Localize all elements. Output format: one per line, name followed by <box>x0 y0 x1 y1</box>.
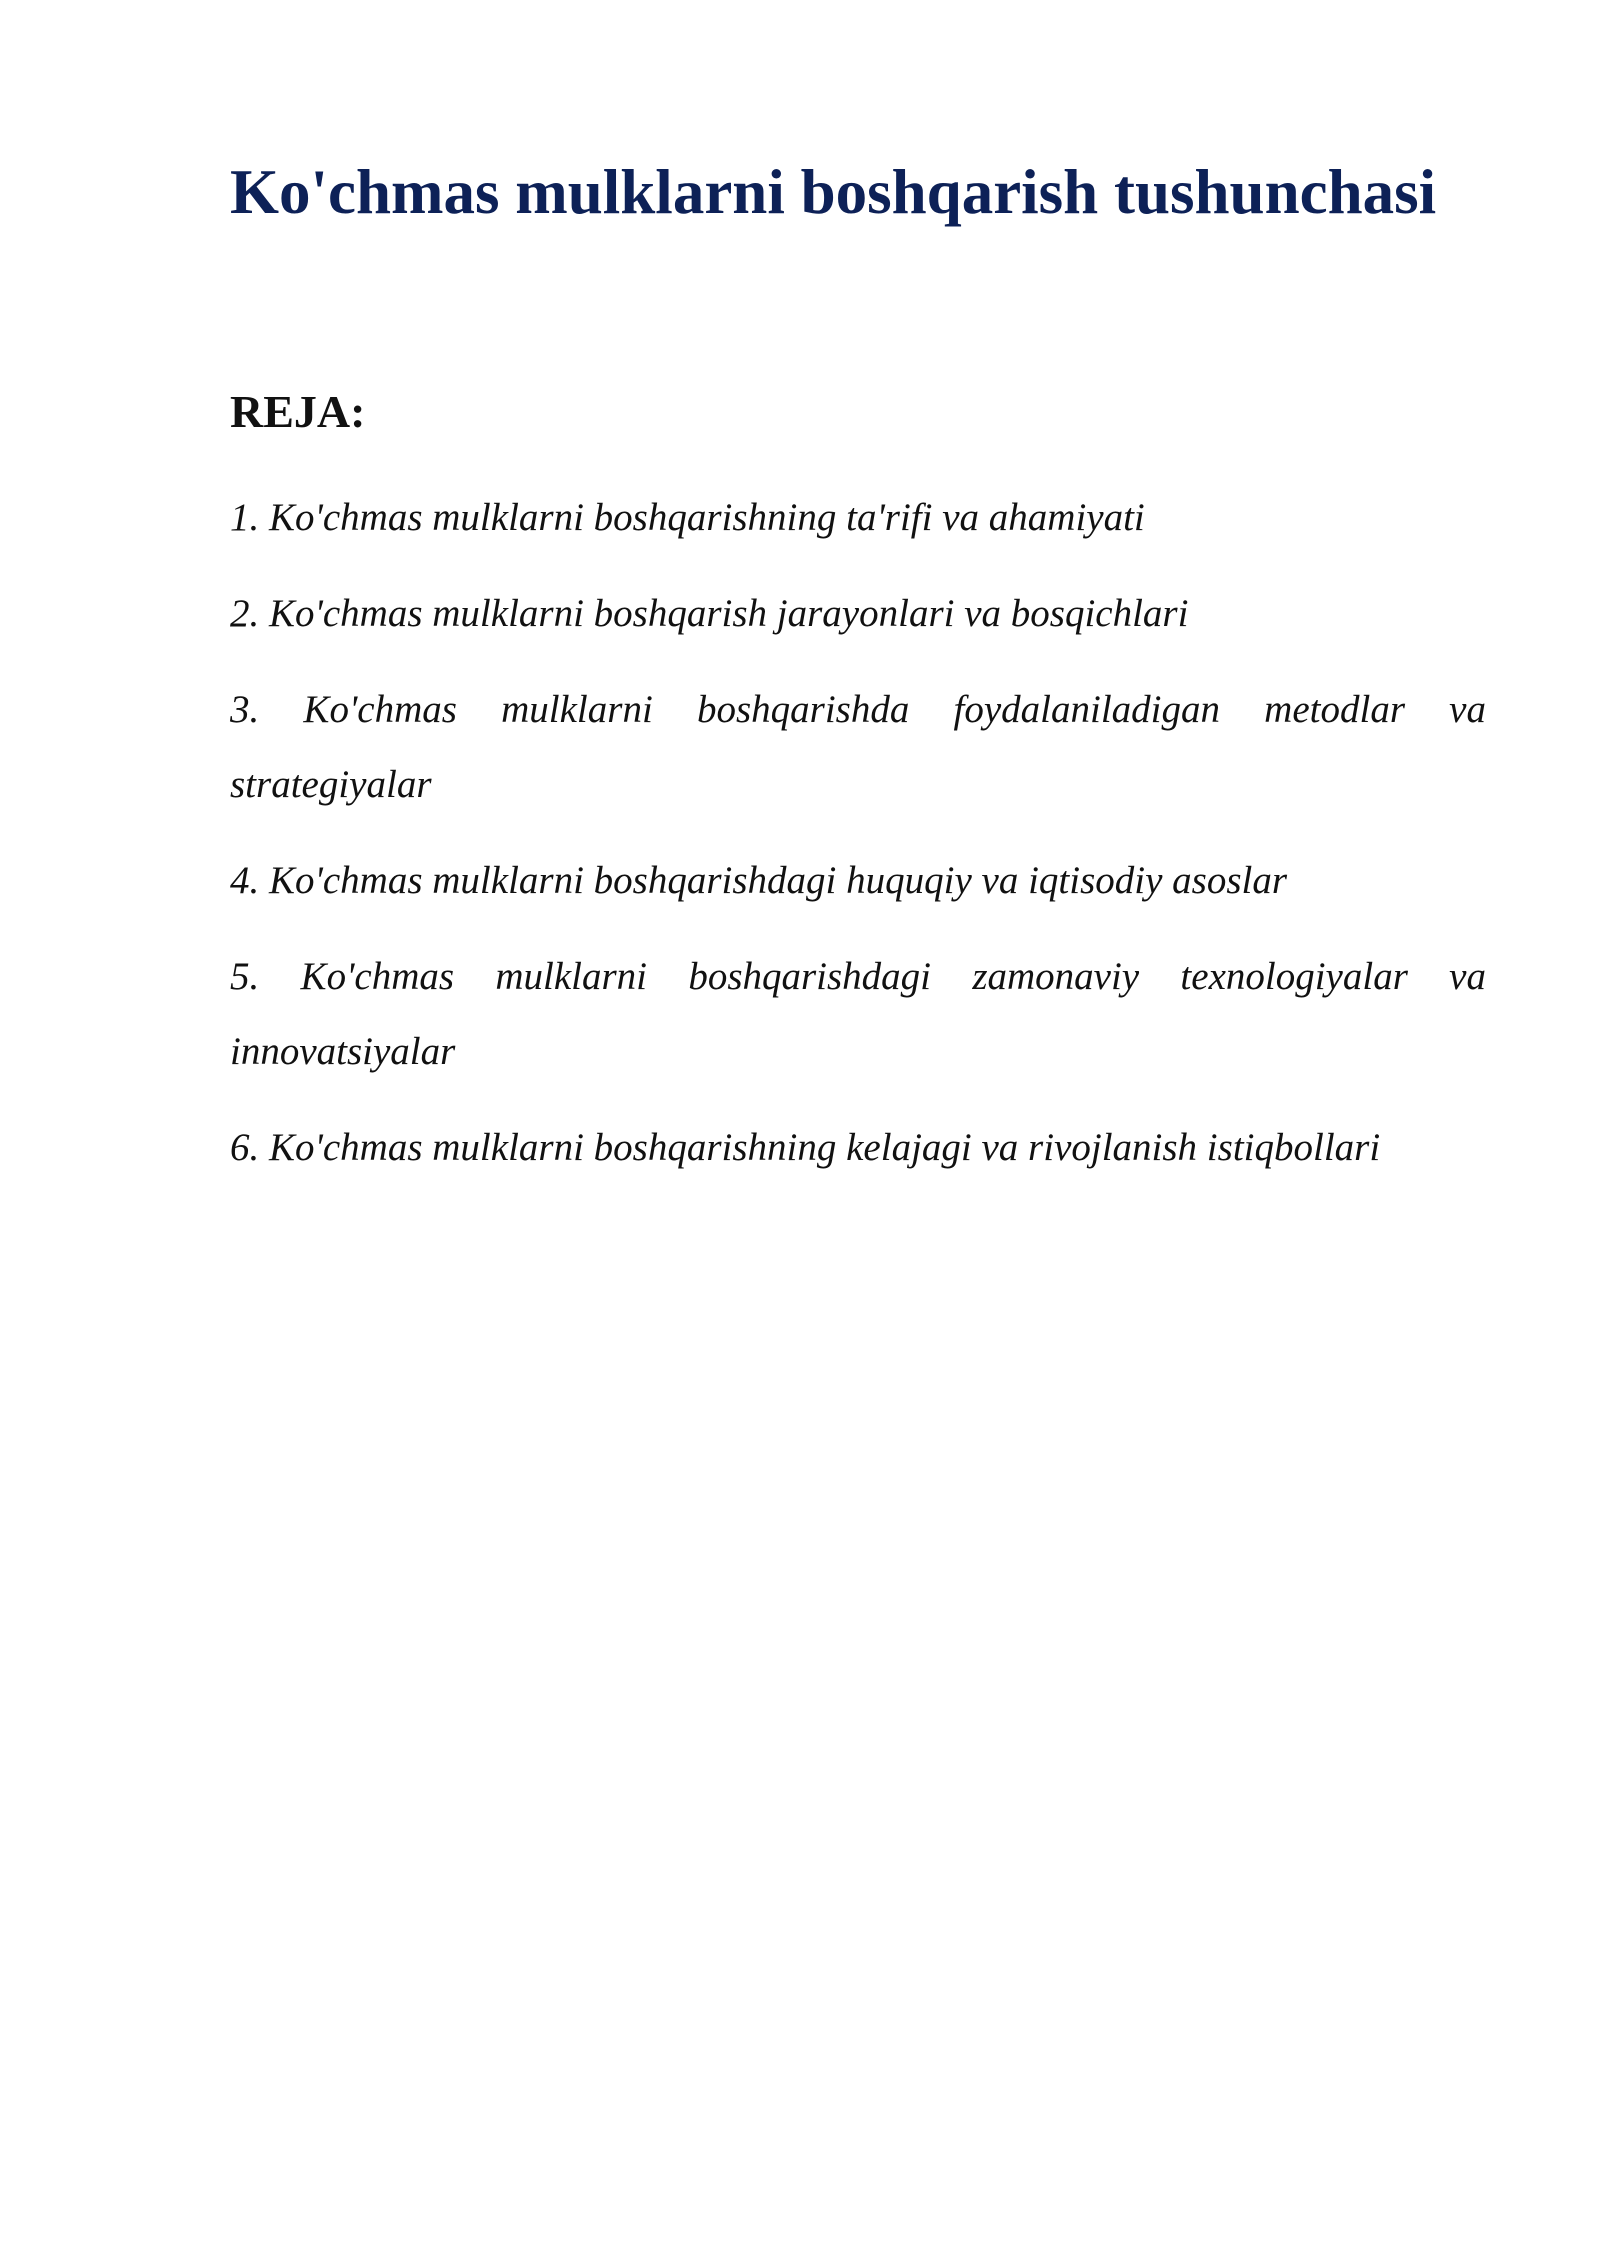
plan-item-5: 5. Ko'chmas mulklarni boshqarishdagi zamonaviy texnologiyalar va innovatsiyalar <box>230 955 1486 1073</box>
plan-item-1: 1. Ko'chmas mulklarni boshqarishning ta'rifi va ahamiyati <box>230 496 1145 539</box>
plan-item-4: 4. Ko'chmas mulklarni boshqarishdagi huquqiy va iqtisodiy asoslar <box>230 859 1288 902</box>
document-content <box>230 150 1486 1169</box>
plan-item-6: 6. Ko'chmas mulklarni boshqarishning kelajagi va rivojlanish istiqbollari <box>230 1126 1381 1169</box>
page-title: Ko'chmas mulklarni boshqarish tushunchasi <box>230 157 1437 227</box>
plan-heading: REJA: <box>230 386 366 437</box>
plan-item-3: 3. Ko'chmas mulklarni boshqarishda foydalaniladigan metodlar va strategiyalar <box>230 688 1486 806</box>
plan-list <box>230 480 1486 1206</box>
plan-item-2: 2. Ko'chmas mulklarni boshqarish jarayonlari va bosqichlari <box>230 592 1189 635</box>
